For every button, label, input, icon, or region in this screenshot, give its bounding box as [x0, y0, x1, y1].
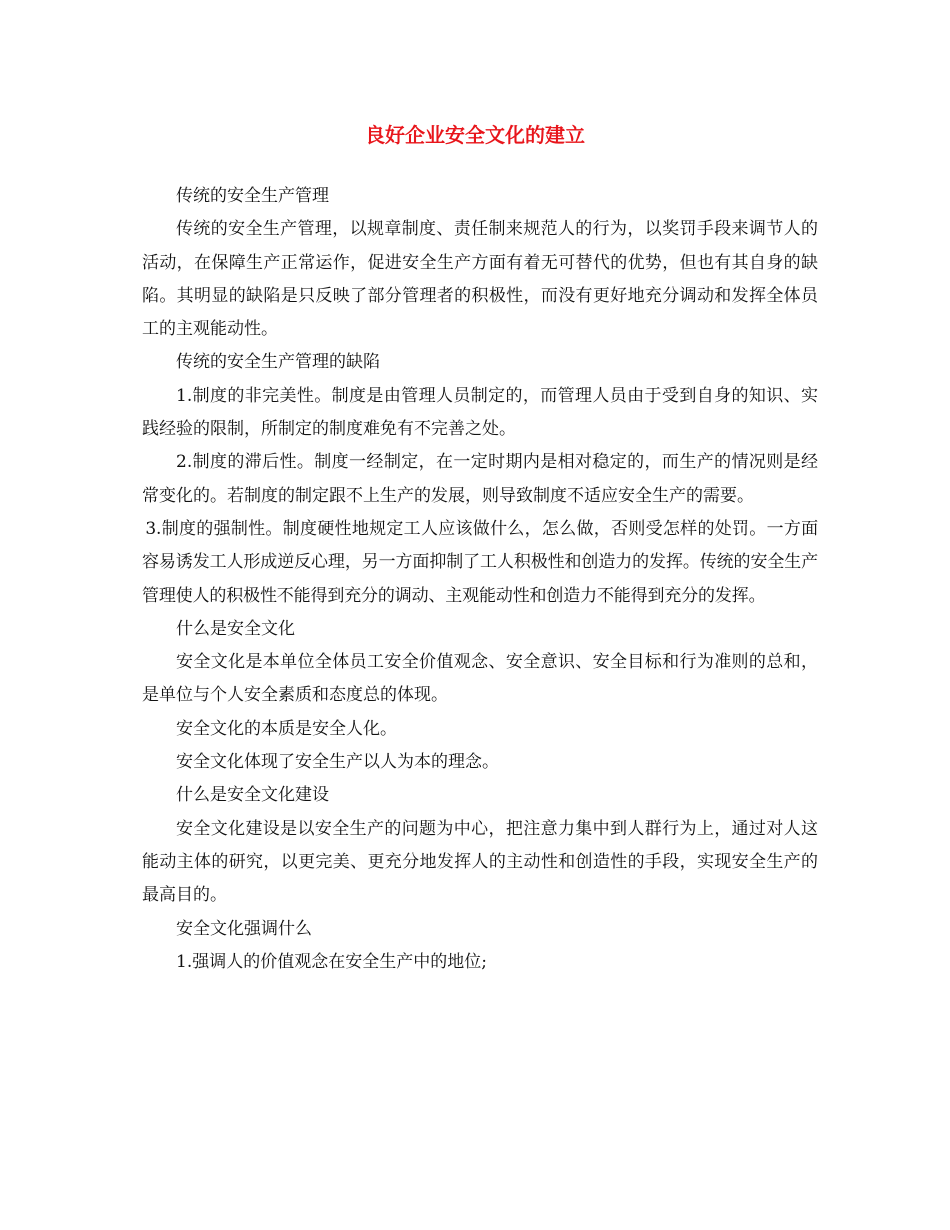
- paragraph-defect-2: 2.制度的滞后性。制度一经制定，在一定时期内是相对稳定的，而生产的情况则是经常变化的。若制度的制定跟不上生产的发展，则导致制度不适应安全生产的需要。: [142, 452, 818, 506]
- paragraph-safety-culture-concept: 安全文化体现了安全生产以人为本的理念。: [176, 752, 499, 773]
- paragraph-safety-culture-definition: 安全文化是本单位全体员工安全价值观念、安全意识、安全目标和行为准则的总和，是单位与个人安全素质和态度总的体现。: [142, 652, 818, 706]
- paragraph-heading-defects: 传统的安全生产管理的缺陷: [176, 352, 380, 373]
- paragraph-safety-culture-essence: 安全文化的本质是安全人化。: [176, 718, 397, 739]
- paragraph-traditional-management: 传统的安全生产管理，以规章制度、责任制来规范人的行为，以奖罚手段来调节人的活动，在保障生产正常运作，促进安全生产方面有着无可替代的优势，但也有其自身的缺陷。其明显的缺陷是只反映了部分管理者的积极性，而没有更好地充分调动和发挥全体员工的主观能动性。: [142, 219, 818, 340]
- paragraph-defect-1: 1.制度的非完美性。制度是由管理人员制定的，而管理人员由于受到自身的知识、实践经验的限制，所制定的制度难免有不完善之处。: [142, 385, 818, 440]
- document-title: 良好企业安全文化的建立: [365, 123, 585, 147]
- document-body: [142, 180, 818, 979]
- paragraph-defect-3: 3.制度的强制性。制度硬性地规定工人应该做什么，怎么做，否则受怎样的处罚。一方面容易诱发工人形成逆反心理，另一方面抑制了工人积极性和创造力的发挥。传统的安全生产管理使人的积极性不能得到充分的调动、主观能动性和创造力不能得到充分的发挥。: [142, 518, 818, 606]
- paragraph-heading-safety-culture: 什么是安全文化: [176, 618, 295, 639]
- paragraph-heading-emphasis: 安全文化强调什么: [176, 918, 312, 939]
- paragraph-heading-culture-building: 什么是安全文化建设: [176, 785, 329, 806]
- paragraph-emphasis-1: 1.强调人的价值观念在安全生产中的地位;: [176, 951, 487, 972]
- paragraph-culture-building-definition: 安全文化建设是以安全生产的问题为中心，把注意力集中到人群行为上，通过对人这能动主体的研究，以更完美、更充分地发挥人的主动性和创造性的手段，实现安全生产的最高目的。: [142, 818, 818, 906]
- paragraph-heading-traditional-management: 传统的安全生产管理: [176, 186, 329, 206]
